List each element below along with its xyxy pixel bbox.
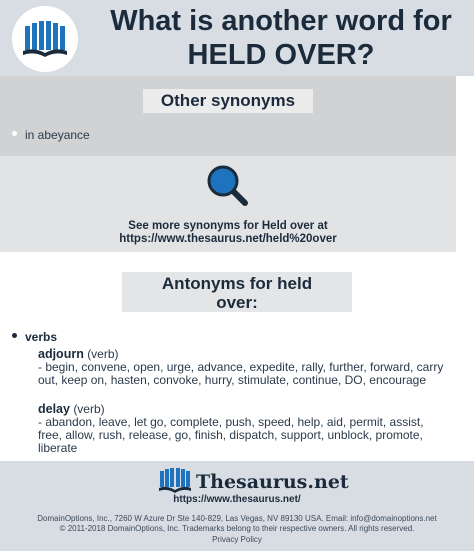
entry-word[interactable]: delay bbox=[38, 402, 70, 416]
footer-address: DomainOptions, Inc., 7260 W Azure Dr Ste 140-829, Las Vegas, NV 89130 USA. Email: info@domainoptions.net bbox=[37, 514, 437, 523]
synonym-item[interactable] bbox=[12, 128, 90, 142]
synonyms-heading: Other synonyms bbox=[143, 89, 313, 113]
pos-label: verbs bbox=[25, 330, 58, 344]
site-logo[interactable] bbox=[12, 6, 78, 72]
entry-pos: (verb) bbox=[87, 347, 119, 361]
synonyms-panel bbox=[0, 76, 456, 156]
title-line-2: HELD OVER? bbox=[187, 39, 375, 71]
see-more-text: See more synonyms for Held over at bbox=[128, 220, 328, 232]
title-line-1: What is another word for bbox=[110, 5, 452, 37]
see-more-link[interactable] bbox=[0, 220, 456, 246]
page-title bbox=[96, 4, 466, 72]
bullet-icon bbox=[12, 131, 17, 136]
footer-copyright: © 2011-2018 DomainOptions, Inc. Trademarks belong to their respective owners. All rights reserved. bbox=[59, 524, 415, 533]
antonym-entry bbox=[38, 348, 448, 387]
antonym-entry bbox=[38, 403, 448, 455]
entry-list: - begin, convene, open, urge, advance, expedite, rally, further, forward, carry out, keep on, hasten, convoke, hurry, stimulate, continue, DO, encourage bbox=[38, 360, 444, 387]
bullet-icon bbox=[12, 333, 17, 338]
entry-list: - abandon, leave, let go, complete, push, speed, help, aid, permit, assist, free, allow, rush, release, go, finish, dispatch, support, unblock, promote, liberate bbox=[38, 415, 424, 455]
antonyms-heading-line-1: Antonyms for held bbox=[161, 274, 313, 293]
brand-url[interactable]: https://www.thesaurus.net/ bbox=[173, 494, 301, 505]
brand-name[interactable]: Thesaurus.net bbox=[196, 471, 349, 493]
entry-pos: (verb) bbox=[73, 402, 105, 416]
pos-group-verbs bbox=[12, 330, 57, 344]
synonym-text: in abeyance bbox=[25, 128, 90, 142]
book-icon bbox=[22, 20, 68, 58]
see-more-url[interactable]: https://www.thesaurus.net/held%20over bbox=[119, 233, 337, 245]
magnifier-icon[interactable] bbox=[205, 163, 251, 209]
antonyms-heading-line-2: over: bbox=[216, 293, 258, 312]
antonyms-heading bbox=[122, 272, 352, 312]
brand-logo-icon[interactable] bbox=[158, 467, 192, 493]
privacy-policy-link[interactable]: Privacy Policy bbox=[212, 535, 262, 544]
entry-word[interactable]: adjourn bbox=[38, 347, 84, 361]
